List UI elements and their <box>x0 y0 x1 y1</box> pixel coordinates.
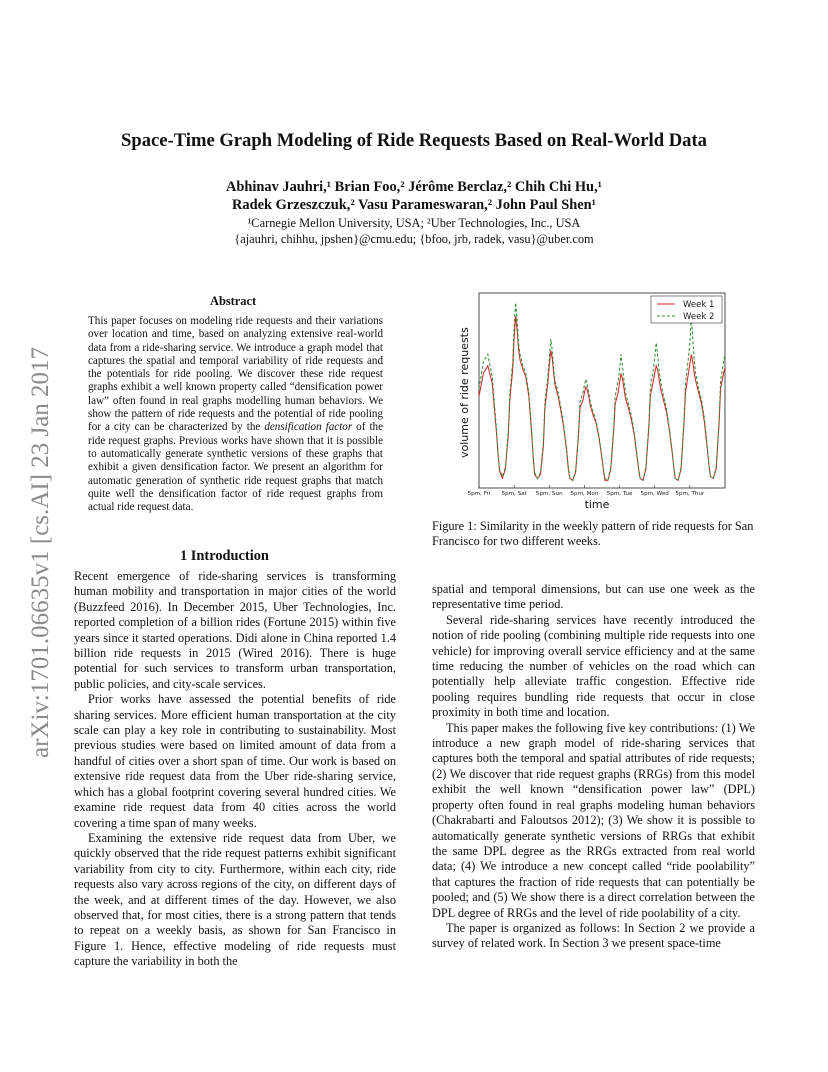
series-line-2 <box>479 303 725 481</box>
x-tick-label: 5pm, Sat <box>501 491 527 497</box>
abstract-text-1: This paper focuses on modeling ride requests and their variations over location and time, based on analyzing extensive real-world data from a ride-sharing service. We introduce a graph model that captures the spatial and temporal variability of ride requests and the potentials for ride pooling. We discover these ride request graphs exhibit a well known property called “densification power law” often found in real graphs modelling human behaviors. We show the pattern of ride requests and the potential of ride pooling for a city can be characterized by the <box>88 315 383 434</box>
intro-paragraph-3: Examining the extensive ride request data from Uber, we quickly observed that the ride request patterns exhibit significant variability from city to city. Furthermore, within each city, ride requests also vary across regions of the city, on different days of the week, and at different times of the day. However, we also observed that, for most cities, there is a strong pattern that tends to repeat on a weekly basis, as shown for San Francisco in Figure 1. Hence, effective modeling of ride requests must capture the variability in both the <box>74 830 396 969</box>
x-tick-label: 5pm, Tue <box>606 491 633 497</box>
legend-label-week-1: Week 1 <box>683 300 715 310</box>
abstract-heading: Abstract <box>210 294 257 308</box>
series-line-1 <box>479 316 725 480</box>
x-axis-label: time <box>584 498 610 511</box>
arxiv-identifier: arXiv:1701.06635v1 [cs.AI] 23 Jan 2017 <box>27 346 54 758</box>
abstract-paragraph <box>88 315 383 514</box>
x-tick-label: 5pm, Wed <box>640 491 669 497</box>
author-list <box>0 178 828 214</box>
right-paragraph-2: Several ride-sharing services have recently introduced the notion of ride pooling (combining multiple ride requests into one vehicle) for improving overall service efficiency and at the same time reducing the number of vehicles on the road which can potentially help alleviate traffic congestion. Effective ride pooling requires bundling ride requests that occur in close proximity in both time and location. <box>432 612 755 720</box>
legend <box>651 296 722 323</box>
abstract-body <box>88 315 383 514</box>
right-paragraph-1: spatial and temporal dimensions, but can use one week as the representative time period. <box>432 582 755 612</box>
left-column-body <box>74 569 396 970</box>
right-column-body <box>432 582 755 952</box>
email-line: {ajauhri, chihhu, jpshen}@cmu.edu; {bfoo, jrb, radek, vasu}@uber.com <box>234 232 594 246</box>
figure-1-chart <box>455 287 730 512</box>
x-tick-label: 5pm, Sun <box>535 491 563 497</box>
y-axis-label: volume of ride requests <box>458 327 471 458</box>
paper-title: Space-Time Graph Modeling of Ride Requests Based on Real-World Data <box>121 130 707 151</box>
plot-lines <box>479 303 725 481</box>
right-paragraph-3: This paper makes the following five key contributions: (1) We introduce a new graph model of ride-sharing services that captures both the temporal and spatial attributes of ride requests; (2) We discover that ride request graphs (RRGs) from this model exhibit the well known “densification power law” (DPL) property often found in real graphs modeling human behaviors (Chakrabarti and Faloutsos 2012); (3) We show it is possible to automatically generate synthetic versions of RRGs that exhibit the same DPL degree as the RRGs extracted from real world data; (4) We introduce a new concept called “ride poolability” that captures the fraction of ride requests that can potentially be pooled; and (5) We show there is a direct correlation between the DPL degree of RRGs and the level of ride poolability of a city. <box>432 720 755 920</box>
x-tick-label: 5pm, Fri <box>467 491 491 497</box>
legend-label-week-2: Week 2 <box>683 312 715 322</box>
x-axis-ticks <box>468 485 705 497</box>
figure-1-caption: Figure 1: Similarity in the weekly pattern of ride requests for San Francisco for two different weeks. <box>432 519 754 549</box>
affiliations <box>0 215 828 247</box>
intro-paragraph-1: Recent emergence of ride-sharing services is transforming human mobility and transportation in major cities of the world (Buzzfeed 2016). In December 2015, Uber Technologies, Inc. reported completion of a billion rides (Fortune 2015) within five years since it started operations. Didi alone in China reported 1.4 billion ride requests in 2015 (Wired 2016). There is huge potential for such services to transform urban transportation, public policies, and city-scale services. <box>74 569 396 691</box>
x-tick-label: 5pm, Thur <box>675 491 705 497</box>
authors-line-2: Radek Grzeszczuk,² Vasu Parameswaran,² John Paul Shen¹ <box>232 197 596 213</box>
right-paragraph-4: The paper is organized as follows: In Section 2 we provide a survey of related work. In Section 3 we present space-time <box>432 920 755 951</box>
x-tick-label: 5pm, Mon <box>570 491 599 497</box>
abstract-emphasis: densification factor <box>264 421 353 434</box>
section-heading-introduction: 1 Introduction <box>180 548 269 564</box>
arxiv-side-stamp <box>12 300 62 760</box>
affiliation-line: ¹Carnegie Mellon University, USA; ²Uber Technologies, Inc., USA <box>247 216 581 230</box>
authors-line-1: Abhinav Jauhri,¹ Brian Foo,² Jérôme Berclaz,² Chih Chi Hu,¹ <box>226 179 602 195</box>
abstract-text-2: of the ride request graphs. Previous works have shown that it is possible to automatically generate synthetic versions of these graphs that exhibit a given densification factor. We present an algorithm for automatic generation of synthetic ride request graphs that match quite well the densification factor of ride request graphs from actual ride request data. <box>88 421 383 514</box>
intro-paragraph-2: Prior works have assessed the potential benefits of ride sharing services. More efficient human transportation at the city scale can play a key role in contributing to sustainability. Most previous studies were based on limited amount of data from a handful of cities over a short span of time. Our work is based on extensive ride request data from the Uber ride-sharing service, which has a global footprint covering several hundred cities. We examine ride request data from 40 cities across the world covering a time span of many weeks. <box>74 692 396 830</box>
